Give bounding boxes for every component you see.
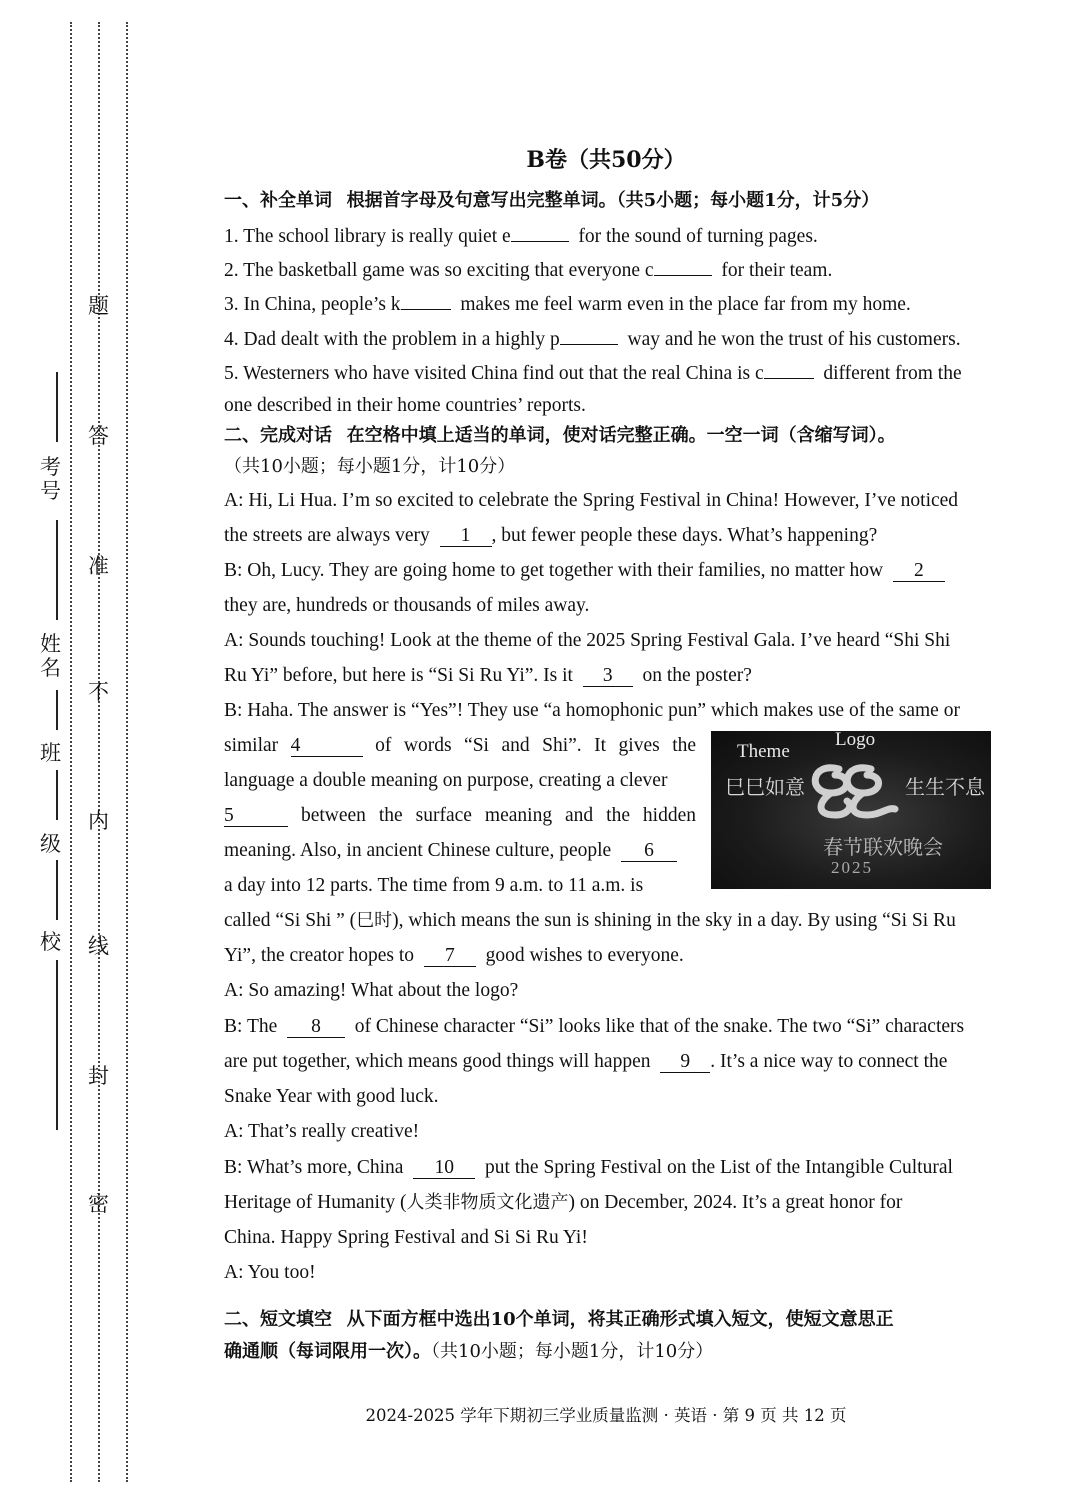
inner-dotted-line bbox=[126, 22, 128, 1482]
dialog-text: are put together, which means good things will happen bbox=[224, 1051, 651, 1072]
binding-margin bbox=[0, 0, 150, 1508]
dialog-line-7: B: Haha. The answer is “Yes”! They use “a homophonic pun” which makes use of the same or bbox=[224, 700, 960, 721]
section2-score: （共10小题；每小题1分，计10分） bbox=[224, 456, 516, 477]
dialog-line-21 bbox=[224, 1188, 902, 1218]
dialog-text: called “Si Shi ” ( bbox=[224, 910, 357, 931]
grade-underline bbox=[56, 770, 58, 820]
dialog-text: Ru Yi” before, but here is “Si Si Ru Yi”. Is it bbox=[224, 665, 573, 686]
seal-char-bu: 不 bbox=[88, 680, 109, 704]
outer-dotted-line bbox=[70, 22, 72, 1482]
s1-item-1-post: for the sound of turning pages. bbox=[578, 226, 818, 247]
s1-item-4-pre: 4. Dad dealt with the problem in a highly p bbox=[224, 329, 560, 350]
dialog-line-6 bbox=[224, 661, 752, 691]
s1-item-4 bbox=[224, 325, 961, 355]
dialog-line-4: they are, hundreds or thousands of miles away. bbox=[224, 595, 590, 616]
s1-item-5-post: different from the bbox=[823, 363, 962, 384]
dialog-text: good wishes to everyone. bbox=[485, 945, 684, 966]
s1-blank-2[interactable] bbox=[654, 275, 712, 276]
poster-theme-label: Theme bbox=[737, 741, 790, 762]
dialog-text: the streets are always very bbox=[224, 525, 430, 546]
dialog-text: , but fewer people these days. What’s happening? bbox=[491, 525, 878, 546]
dialog-line-19: A: That’s really creative! bbox=[224, 1121, 420, 1142]
dialog-text-cn: 人类非物质文化遗产 bbox=[406, 1192, 569, 1213]
poster-left-text: 巳巳如意 bbox=[725, 775, 805, 799]
poster-year: 2025 bbox=[831, 858, 873, 877]
section3-heading-line bbox=[224, 1305, 894, 1335]
spring-festival-poster bbox=[711, 731, 991, 889]
dialog-line-23: A: You too! bbox=[224, 1262, 316, 1283]
dialog-line-15: A: So amazing! What about the logo? bbox=[224, 980, 519, 1001]
s1-item-1-pre: 1. The school library is really quiet e bbox=[224, 226, 511, 247]
s1-item-5 bbox=[224, 359, 962, 389]
dialog-text: meaning. Also, in ancient Chinese culture, people bbox=[224, 840, 612, 861]
s1-blank-4[interactable] bbox=[560, 344, 618, 345]
dialog-text: B: Oh, Lucy. They are going home to get together with their families, no matter how bbox=[224, 560, 884, 581]
grade-label: 级 bbox=[40, 832, 61, 856]
seal-char-mi: 密 bbox=[88, 1192, 109, 1216]
dialog-line-14 bbox=[224, 941, 684, 971]
seal-char-nei: 内 bbox=[88, 809, 109, 833]
dialog-text: similar bbox=[224, 735, 279, 756]
s1-item-3-post: makes me feel warm even in the place far from my home. bbox=[460, 294, 911, 315]
poster-gala-text: 春节联欢晚会 bbox=[823, 835, 943, 859]
seal-char-xian: 线 bbox=[88, 934, 109, 958]
section3-score: （共10小题；每小题1分，计10分） bbox=[431, 1341, 714, 1362]
blank-4[interactable]: 4 bbox=[291, 736, 363, 757]
s1-item-3-pre: 3. In China, people’s k bbox=[224, 294, 401, 315]
dialog-line-13 bbox=[224, 906, 956, 936]
blank-8[interactable]: 8 bbox=[287, 1017, 345, 1038]
s1-item-4-post: way and he won the trust of his customers. bbox=[627, 329, 961, 350]
s1-item-3 bbox=[224, 290, 911, 320]
dialog-line-2 bbox=[224, 521, 877, 551]
s1-item-1 bbox=[224, 222, 818, 252]
seal-char-ti: 题 bbox=[88, 294, 109, 318]
seal-char-feng: 封 bbox=[88, 1064, 109, 1088]
s1-blank-5[interactable] bbox=[764, 378, 814, 379]
dialog-line-17 bbox=[224, 1047, 947, 1077]
dialog-line-11 bbox=[224, 836, 677, 866]
class-underline bbox=[56, 690, 58, 730]
middle-dotted-line bbox=[98, 22, 100, 1482]
exam-number-underline bbox=[56, 372, 58, 442]
dialog-text: on the poster? bbox=[642, 665, 752, 686]
blank-10[interactable]: 10 bbox=[413, 1158, 475, 1179]
section2-heading: 二、完成对话 bbox=[224, 425, 332, 446]
seal-char-da: 答 bbox=[88, 424, 109, 448]
blank-5[interactable]: 5 bbox=[224, 806, 288, 827]
section2-heading-line bbox=[224, 421, 896, 451]
dialog-line-1: A: Hi, Li Hua. I’m so excited to celebrate the Spring Festival in China! However, I’ve noticed bbox=[224, 490, 959, 511]
dialog-text-cn: 巳时 bbox=[356, 910, 393, 931]
seal-char-zhun: 准 bbox=[88, 554, 109, 578]
section1-heading-line bbox=[224, 186, 879, 216]
blank-7[interactable]: 7 bbox=[424, 946, 476, 967]
blank-6[interactable]: 6 bbox=[621, 841, 677, 862]
poster-right-text: 生生不息 bbox=[905, 775, 985, 799]
page-title: B卷（共50分） bbox=[526, 147, 686, 173]
dialog-line-18: Snake Year with good luck. bbox=[224, 1086, 439, 1107]
s1-item-5-cont: one described in their home countries’ reports. bbox=[224, 395, 586, 416]
dialog-text: Heritage of Humanity ( bbox=[224, 1192, 407, 1213]
name-underline bbox=[56, 520, 58, 620]
dialog-text: put the Spring Festival on the List of the Intangible Cultural bbox=[484, 1157, 953, 1178]
s1-blank-3[interactable] bbox=[401, 309, 451, 310]
blank-3[interactable]: 3 bbox=[583, 666, 633, 687]
school-underline-bottom bbox=[56, 960, 58, 1130]
s1-item-5-pre: 5. Westerners who have visited China find out that the real China is c bbox=[224, 363, 764, 384]
section1-heading: 一、补全单词 bbox=[224, 190, 332, 211]
s1-item-2-post: for their team. bbox=[721, 260, 833, 281]
dialog-text: B: The bbox=[224, 1016, 278, 1037]
s1-blank-1[interactable] bbox=[511, 241, 569, 242]
section1-instruction: 根据首字母及句意写出完整单词。（共5小题；每小题1分，计5分） bbox=[346, 190, 880, 211]
dialog-text: of words “Si and Shi”. It gives the bbox=[375, 735, 697, 756]
blank-1[interactable]: 1 bbox=[440, 526, 492, 547]
section3-heading: 二、短文填空 bbox=[224, 1309, 332, 1330]
dialog-line-8 bbox=[224, 731, 696, 761]
exam-number-label: 考号 bbox=[40, 455, 61, 503]
dialog-line-16 bbox=[224, 1012, 964, 1042]
dialog-line-3 bbox=[224, 556, 945, 586]
s1-item-2-pre: 2. The basketball game was so exciting that everyone c bbox=[224, 260, 654, 281]
dialog-text: Yi”, the creator hopes to bbox=[224, 945, 415, 966]
dialog-text: B: What’s more, China bbox=[224, 1157, 404, 1178]
school-label: 校 bbox=[40, 930, 61, 954]
poster-logo-label: Logo bbox=[835, 729, 876, 750]
dialog-text: between the surface meaning and the hidden bbox=[300, 805, 697, 826]
dialog-text: . It’s a nice way to connect the bbox=[710, 1051, 948, 1072]
school-underline-top bbox=[56, 860, 58, 920]
section3-line2 bbox=[224, 1337, 713, 1367]
section2-instruction: 在空格中填上适当的单词，使对话完整正确。一空一词（含缩写词）。 bbox=[346, 425, 896, 446]
dialog-line-12: a day into 12 parts. The time from 9 a.m. to 11 a.m. is bbox=[224, 875, 644, 896]
section3-instruction: 从下面方框中选出10个单词，将其正确形式填入短文，使短文意思正 bbox=[346, 1309, 894, 1330]
dialog-line-22: China. Happy Spring Festival and Si Si Ru Yi! bbox=[224, 1227, 588, 1248]
s1-item-2 bbox=[224, 256, 832, 286]
dialog-line-10 bbox=[224, 801, 696, 831]
dialog-text: of Chinese character “Si” looks like that of the snake. The two “Si” characters bbox=[354, 1016, 965, 1037]
dialog-line-20 bbox=[224, 1153, 953, 1183]
blank-2[interactable]: 2 bbox=[893, 561, 945, 582]
dialog-line-5: A: Sounds touching! Look at the theme of the 2025 Spring Festival Gala. I’ve heard “Shi Shi bbox=[224, 630, 951, 651]
name-label: 姓名 bbox=[40, 632, 61, 680]
dialog-line-9: language a double meaning on purpose, creating a clever bbox=[224, 770, 668, 791]
class-label: 班 bbox=[40, 741, 61, 765]
page-footer: 2024-2025 学年下期初三学业质量监测 · 英语 · 第 9 页 共 12 页 bbox=[365, 1406, 847, 1425]
dialog-text: ) on December, 2024. It’s a great honor for bbox=[568, 1192, 903, 1213]
section3-line2-bold: 确通顺（每词限用一次）。 bbox=[224, 1341, 431, 1362]
dialog-text: ), which means the sun is shining in the sky in a day. By using “Si Si Ru bbox=[392, 910, 956, 931]
blank-9[interactable]: 9 bbox=[660, 1052, 710, 1073]
